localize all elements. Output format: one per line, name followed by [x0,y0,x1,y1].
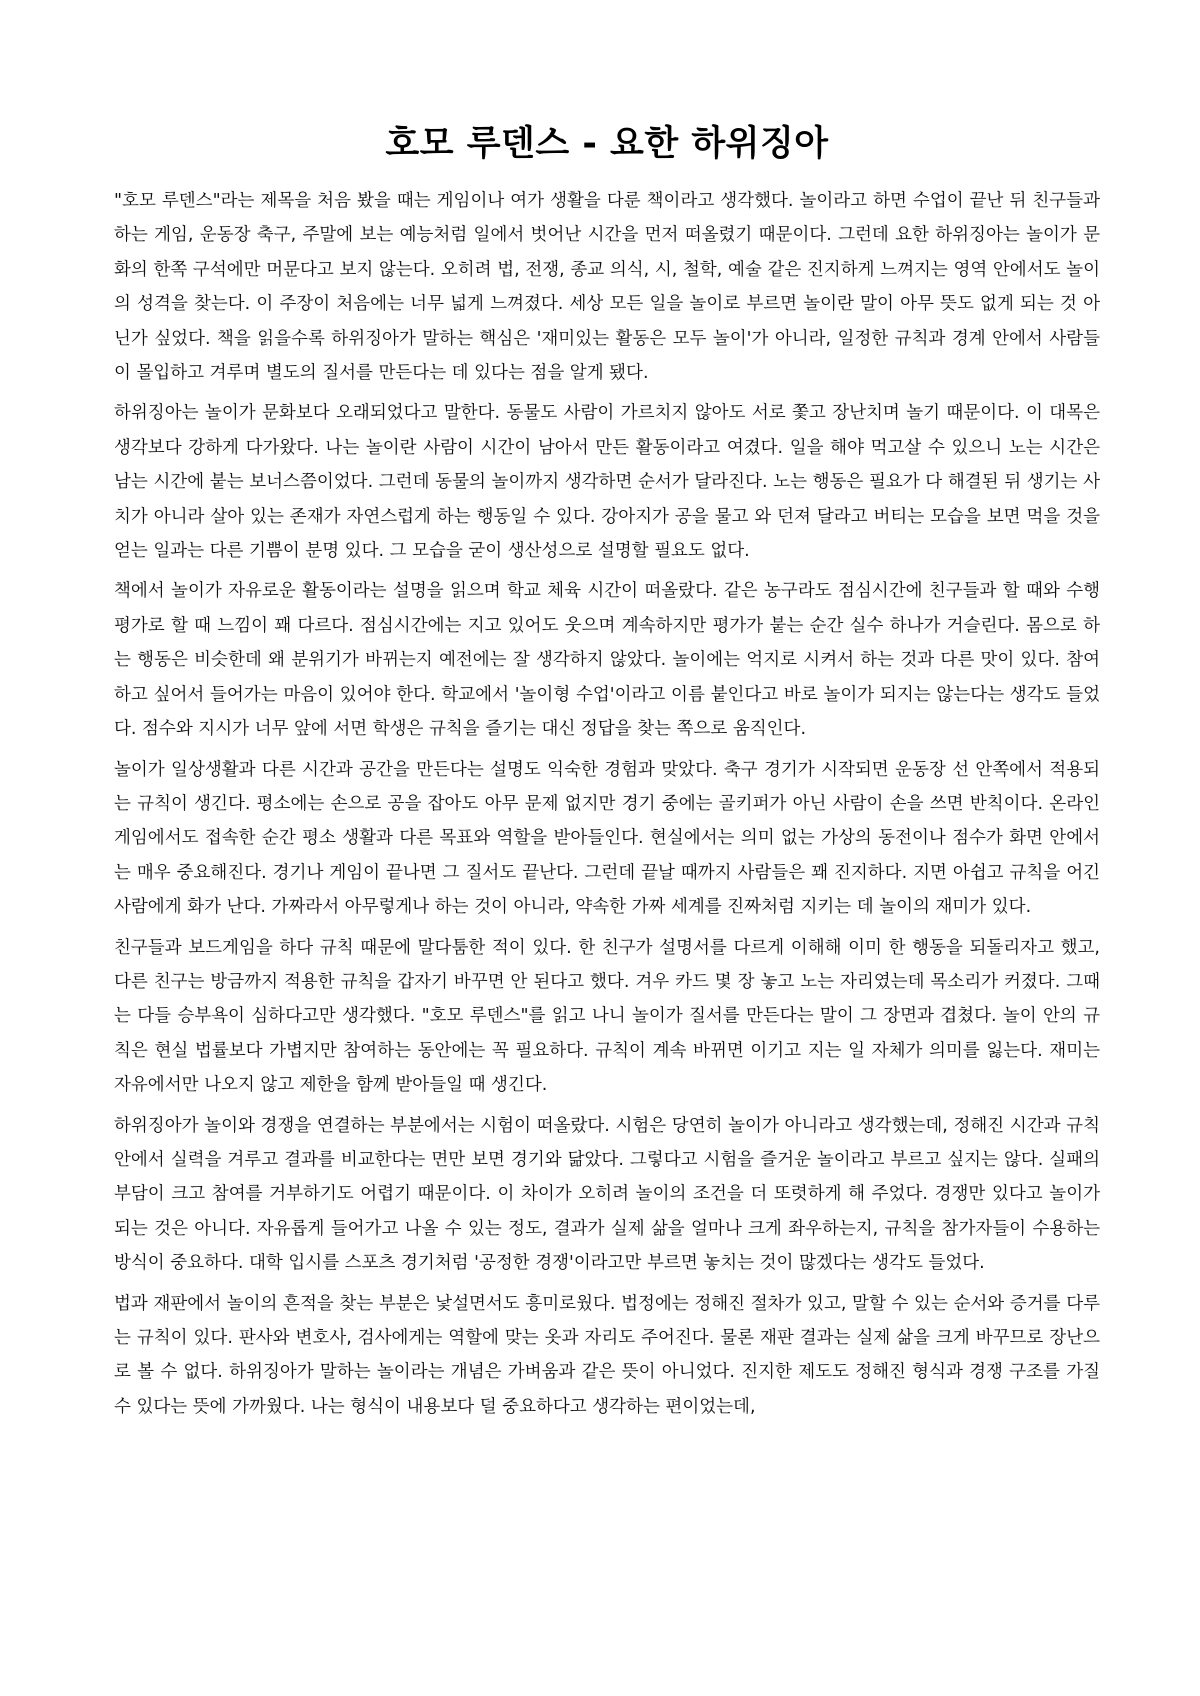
page-title: 호모 루덴스 - 요한 하위징아 [385,124,829,164]
paragraph: 하위징아는 놀이가 문화보다 오래되었다고 말한다. 동물도 사람이 가르치지 않아도 서로 쫓고 장난치며 놀기 때문이다. 이 대목은 생각보다 강하게 다가왔다. 나는 놀이란 사람이 시간이 남아서 만든 활동이라고 여겼다. 일을 해야 먹고살 수 있으니 노는 시간은 남는 시간에 붙는 보너스쯤이었다. 그런데 동물의 놀이까지 생각하면 순서가 달라진다. 노는 행동은 필요가 다 해결된 뒤 생기는 사치가 아니라 살아 있는 존재가 자연스럽게 하는 행동일 수 있다. 강아지가 공을 물고 와 던져 달라고 버티는 모습을 보면 먹을 것을 얻는 일과는 다른 기쁨이 분명 있다. 그 모습을 굳이 생산성으로 설명할 필요도 없다. [114,403,1100,562]
document-page [114,118,1100,1430]
paragraph: "호모 루덴스"라는 제목을 처음 봤을 때는 게임이나 여가 생활을 다룬 책이라고 생각했다. 놀이라고 하면 수업이 끝난 뒤 친구들과 하는 게임, 운동장 축구, 주말에 보는 예능처럼 일에서 벗어난 시간을 먼저 떠올렸기 때문이다. 그런데 요한 하위징아는 놀이가 문화의 한쪽 구석에만 머문다고 보지 않는다. 오히려 법, 전쟁, 종교 의식, 시, 철학, 예술 같은 진지하게 느껴지는 영역 안에서도 놀이의 성격을 찾는다. 이 주장이 처음에는 너무 넓게 느껴졌다. 세상 모든 일을 놀이로 부르면 놀이란 말이 아무 뜻도 없게 되는 것 아닌가 싶었다. 책을 읽을수록 하위징아가 말하는 핵심은 '재미있는 활동은 모두 놀이'가 아니라, 일정한 규칙과 경계 안에서 사람들이 몰입하고 겨루며 별도의 질서를 만든다는 데 있다는 점을 알게 됐다. [114,191,1100,384]
paragraph: 놀이가 일상생활과 다른 시간과 공간을 만든다는 설명도 익숙한 경험과 맞았다. 축구 경기가 시작되면 운동장 선 안쪽에서 적용되는 규칙이 생긴다. 평소에는 손으로 공을 잡아도 아무 문제 없지만 경기 중에는 골키퍼가 아닌 사람이 손을 쓰면 반칙이다. 온라인 게임에서도 접속한 순간 평소 생활과 다른 목표와 역할을 받아들인다. 현실에서는 의미 없는 가상의 동전이나 점수가 화면 안에서는 매우 중요해진다. 경기나 게임이 끝나면 그 질서도 끝난다. 그런데 끝날 때까지 사람들은 꽤 진지하다. 지면 아쉽고 규칙을 어긴 사람에게 화가 난다. 가짜라서 아무렇게나 하는 것이 아니라, 약속한 가짜 세계를 진짜처럼 지키는 데 놀이의 재미가 있다. [114,759,1100,918]
paragraph: 책에서 놀이가 자유로운 활동이라는 설명을 읽으며 학교 체육 시간이 떠올랐다. 같은 농구라도 점심시간에 친구들과 할 때와 수행평가로 할 때 느낌이 꽤 다르다. 점심시간에는 지고 있어도 웃으며 계속하지만 평가가 붙는 순간 실수 하나가 거슬린다. 몸으로 하는 행동은 비슷한데 왜 분위기가 바뀌는지 예전에는 잘 생각하지 않았다. 놀이에는 억지로 시켜서 하는 것과 다른 맛이 있다. 참여하고 싶어서 들어가는 마음이 있어야 한다. 학교에서 '놀이형 수업'이라고 이름 붙인다고 바로 놀이가 되지는 않는다는 생각도 들었다. 점수와 지시가 너무 앞에 서면 학생은 규칙을 즐기는 대신 정답을 찾는 쪽으로 움직인다. [114,581,1100,740]
document-body [114,184,1100,1424]
paragraph: 하위징아가 놀이와 경쟁을 연결하는 부분에서는 시험이 떠올랐다. 시험은 당연히 놀이가 아니라고 생각했는데, 정해진 시간과 규칙 안에서 실력을 겨루고 결과를 비교한다는 면만 보면 경기와 닮았다. 그렇다고 시험을 즐거운 놀이라고 부르고 싶지는 않다. 실패의 부담이 크고 참여를 거부하기도 어렵기 때문이다. 이 차이가 오히려 놀이의 조건을 더 또렷하게 해 주었다. 경쟁만 있다고 놀이가 되는 것은 아니다. 자유롭게 들어가고 나올 수 있는 정도, 결과가 실제 삶을 얼마나 크게 좌우하는지, 규칙을 참가자들이 수용하는 방식이 중요하다. 대학 입시를 스포츠 경기처럼 '공정한 경쟁'이라고만 부르면 놓치는 것이 많겠다는 생각도 들었다. [114,1115,1100,1274]
paragraph: 친구들과 보드게임을 하다 규칙 때문에 말다툼한 적이 있다. 한 친구가 설명서를 다르게 이해해 이미 한 행동을 되돌리자고 했고, 다른 친구는 방금까지 적용한 규칙을 갑자기 바꾸면 안 된다고 했다. 겨우 카드 몇 장 놓고 노는 자리였는데 목소리가 커졌다. 그때는 다들 승부욕이 심하다고만 생각했다. "호모 루덴스"를 읽고 나니 놀이가 질서를 만든다는 말이 그 장면과 겹쳤다. 놀이 안의 규칙은 현실 법률보다 가볍지만 참여하는 동안에는 꼭 필요하다. 규칙이 계속 바뀌면 이기고 지는 일 자체가 의미를 잃는다. 재미는 자유에서만 나오지 않고 제한을 함께 받아들일 때 생긴다. [114,937,1100,1096]
paragraph: 법과 재판에서 놀이의 흔적을 찾는 부분은 낯설면서도 흥미로웠다. 법정에는 정해진 절차가 있고, 말할 수 있는 순서와 증거를 다루는 규칙이 있다. 판사와 변호사, 검사에게는 역할에 맞는 옷과 자리도 주어진다. 물론 재판 결과는 실제 삶을 크게 바꾸므로 장난으로 볼 수 없다. 하위징아가 말하는 놀이라는 개념은 가벼움과 같은 뜻이 아니었다. 진지한 제도도 정해진 형식과 경쟁 구조를 가질 수 있다는 뜻에 가까웠다. 나는 형식이 내용보다 덜 중요하다고 생각하는 편이었는데, [114,1293,1100,1417]
